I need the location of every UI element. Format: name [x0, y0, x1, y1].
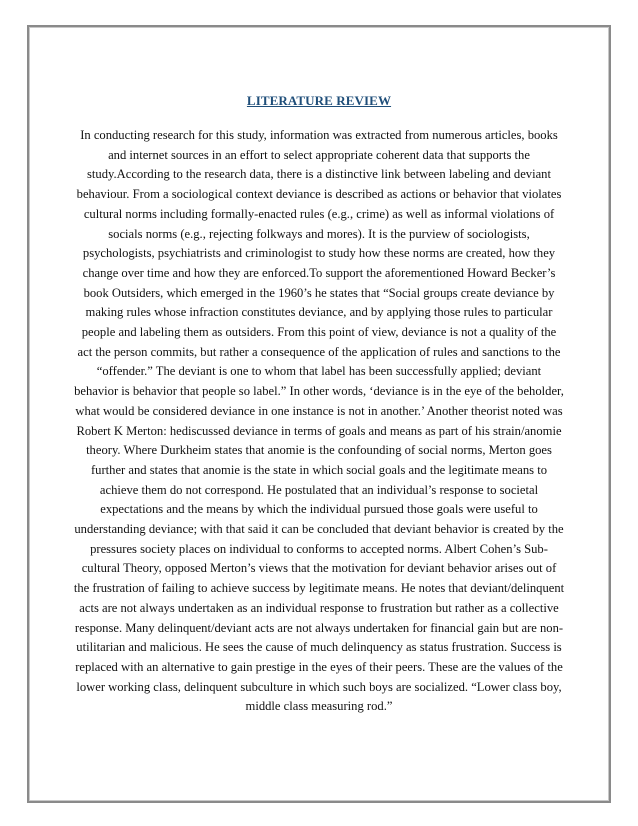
- body-text-line: lower working class, delinquent subculture in which such boys are socialized. “Lower class boy,: [76, 679, 562, 694]
- body-text-line: people and labeling them as outsiders. From this point of view, deviance is not a quality of the: [81, 325, 557, 340]
- body-text-line: “offender.” The deviant is one to whom that label has been successfully applied; deviant: [96, 364, 542, 379]
- body-text-line: study.According to the research data, there is a distinctive link between labeling and deviant: [87, 167, 551, 182]
- body-text-line: utilitarian and malicious. He sees the cause of much delinquency as status frustration. Success is: [76, 640, 562, 655]
- body-text-line: response. Many delinquent/deviant acts are not always undertaken for financial gain but are non-: [74, 620, 564, 635]
- body-text-line: expectations and the means by which the individual pursued those goals were useful to: [100, 502, 538, 517]
- body-text-line: change over time and how they are enforced.To support the aforementioned Howard Becker’s: [82, 265, 556, 280]
- body-text-line: socials norms (e.g., rejecting folkways and mores). It is the purview of sociologists,: [108, 226, 530, 241]
- body-text-line: pressures society places on individual to conforms to accepted norms. Albert Cohen’s Sub-: [90, 541, 548, 556]
- body-text-line: middle class measuring rod.”: [245, 699, 393, 714]
- body-text-line: replaced with an alternative to gain prestige in the eyes of their peers. These are the values of the: [75, 659, 563, 674]
- body-text-line: achieve them do not correspond. He postulated that an individual’s response to societal: [99, 482, 539, 497]
- page-title: LITERATURE REVIEW: [246, 93, 392, 108]
- body-text-line: understanding deviance; with that said it can be concluded that deviant behavior is created by the: [74, 522, 564, 537]
- body-text-line: the frustration of failing to achieve success by legitimate means. He notes that deviant/delinquent: [73, 581, 565, 596]
- body-text-line: behavior is behavior that people so label.” In other words, ‘deviance is in the eye of the beholder,: [74, 384, 564, 399]
- body-text-line: behaviour. From a sociological context deviance is described as actions or behavior that violates: [76, 187, 562, 202]
- body-text-line: and internet sources in an effort to select appropriate coherent data that supports the: [108, 147, 530, 162]
- body-text-line: act the person commits, but rather a consequence of the application of rules and sanctions to the: [77, 344, 561, 359]
- body-text-line: book Outsiders, which emerged in the 1960’s he states that “Social groups create deviance by: [83, 285, 555, 300]
- body-text-line: In conducting research for this study, information was extracted from numerous articles, books: [80, 128, 558, 142]
- body-text-line: further and states that anomie is the state in which social goals and the legitimate means to: [90, 462, 548, 477]
- body-text-line: cultural Theory, opposed Merton’s views that the motivation for deviant behavior arises out of: [81, 561, 557, 576]
- body-text-line: what would be considered deviance in one instance is not in another.’ Another theorist noted was: [75, 403, 563, 418]
- literature-review-body: [61, 126, 577, 717]
- body-text-line: acts are not always undertaken as an individual response to frustration but rather as a collective: [79, 600, 559, 615]
- body-text-line: cultural norms including formally-enacted rules (e.g., crime) as well as informal violations of: [83, 206, 555, 221]
- body-text-line: psychologists, psychiatrists and criminologist to study how these norms are created, how they: [82, 246, 556, 261]
- body-text-line: Robert K Merton: hediscussed deviance in terms of goals and means as part of his strain/anomie: [76, 423, 562, 438]
- body-text-line: theory. Where Durkheim states that anomie is the confounding of social norms, Merton goes: [86, 443, 552, 458]
- body-text-line: making rules whose infraction constitutes deviance, and by applying those rules to particular: [85, 305, 553, 320]
